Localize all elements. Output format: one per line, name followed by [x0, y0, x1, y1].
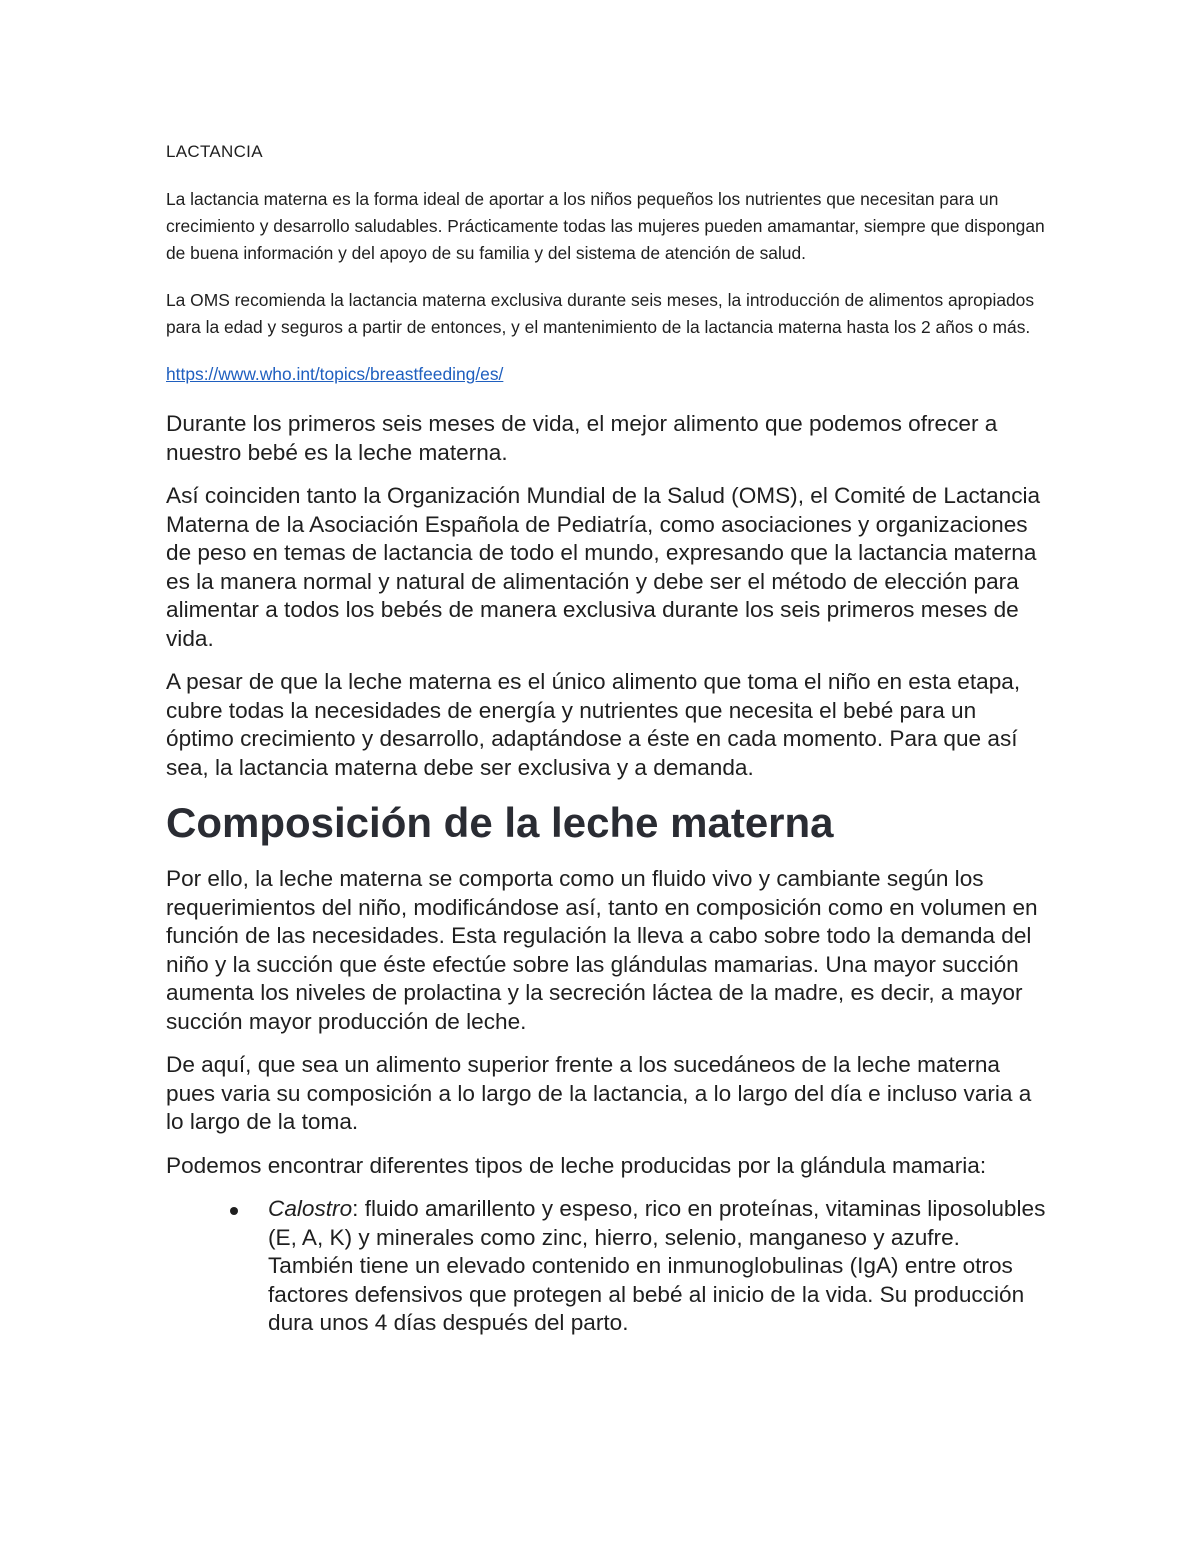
list-item-text: : fluido amarillento y espeso, rico en proteínas, vitaminas liposolubles (E, A, K) y minerales como zinc, hierro, selenio, manganeso y azufre. También tiene un elevado contenido en inmunoglobulinas (IgA) entre otros factores defensivos que protegen al bebé al inicio de la vida. Su producción dura unos 4 días después del parto. [268, 1196, 1046, 1335]
document-title: LACTANCIA [166, 142, 263, 161]
body-paragraph: Así coinciden tanto la Organización Mundial de la Salud (OMS), el Comité de Lactancia Materna de la Asociación Española de Pediatría, como asociaciones y organizaciones de peso en temas de lactancia de todo el mundo, expresando que la lactancia materna es la manera normal y natural de alimentación y debe ser el método de elección para alimentar a todos los bebés de manera exclusiva durante los seis primeros meses de vida. [166, 483, 1041, 651]
section-paragraph: Podemos encontrar diferentes tipos de leche producidas por la glándula mamaria: [166, 1152, 987, 1178]
milk-types-list [166, 1195, 1046, 1338]
source-link[interactable]: https://www.who.int/topics/breastfeeding/es/ [166, 364, 504, 384]
section-paragraph: De aquí, que sea un alimento superior frente a los sucedáneos de la leche materna pues varia su composición a lo largo de la lactancia, a lo largo del día e incluso varia a lo largo de la toma. [166, 1052, 1032, 1134]
list-item [166, 1195, 1046, 1338]
source-link-paragraph [166, 361, 1046, 388]
body-paragraph: Durante los primeros seis meses de vida, el mejor alimento que podemos ofrecer a nuestro bebé es la leche materna. [166, 411, 998, 465]
document-page [166, 142, 1046, 1338]
body-paragraph: A pesar de que la leche materna es el único alimento que toma el niño en esta etapa, cubre todas la necesidades de energía y nutrientes que necesita el bebé para un óptimo crecimiento y desarrollo, adaptándose a éste en cada momento. Para que así sea, la lactancia materna debe ser exclusiva y a demanda. [166, 669, 1021, 780]
intro-paragraph: La lactancia materna es la forma ideal de aportar a los niños pequeños los nutrientes que necesitan para un crecimiento y desarrollo saludables. Prácticamente todas las mujeres pueden amamantar, siempre que dispongan de buena información y del apoyo de su familia y del sistema de atención de salud. [166, 189, 1045, 263]
bullet-icon [230, 1207, 238, 1215]
section-paragraph: Por ello, la leche materna se comporta como un fluido vivo y cambiante según los requerimientos del niño, modificándose así, tanto en composición como en volumen en función de las necesidades. Esta regulación la lleva a cabo sobre todo la demanda del niño y la succión que éste efectúe sobre las glándulas mamarias. Una mayor succión aumenta los niveles de prolactina y la secreción láctea de la madre, es decir, a mayor succión mayor producción de leche. [166, 866, 1038, 1034]
intro-paragraph: La OMS recomienda la lactancia materna exclusiva durante seis meses, la introducción de alimentos apropiados para la edad y seguros a partir de entonces, y el mantenimiento de la lactancia materna hasta los 2 años o más. [166, 290, 1035, 337]
section-heading: Composición de la leche materna [166, 799, 834, 846]
list-item-term: Calostro [268, 1196, 353, 1221]
